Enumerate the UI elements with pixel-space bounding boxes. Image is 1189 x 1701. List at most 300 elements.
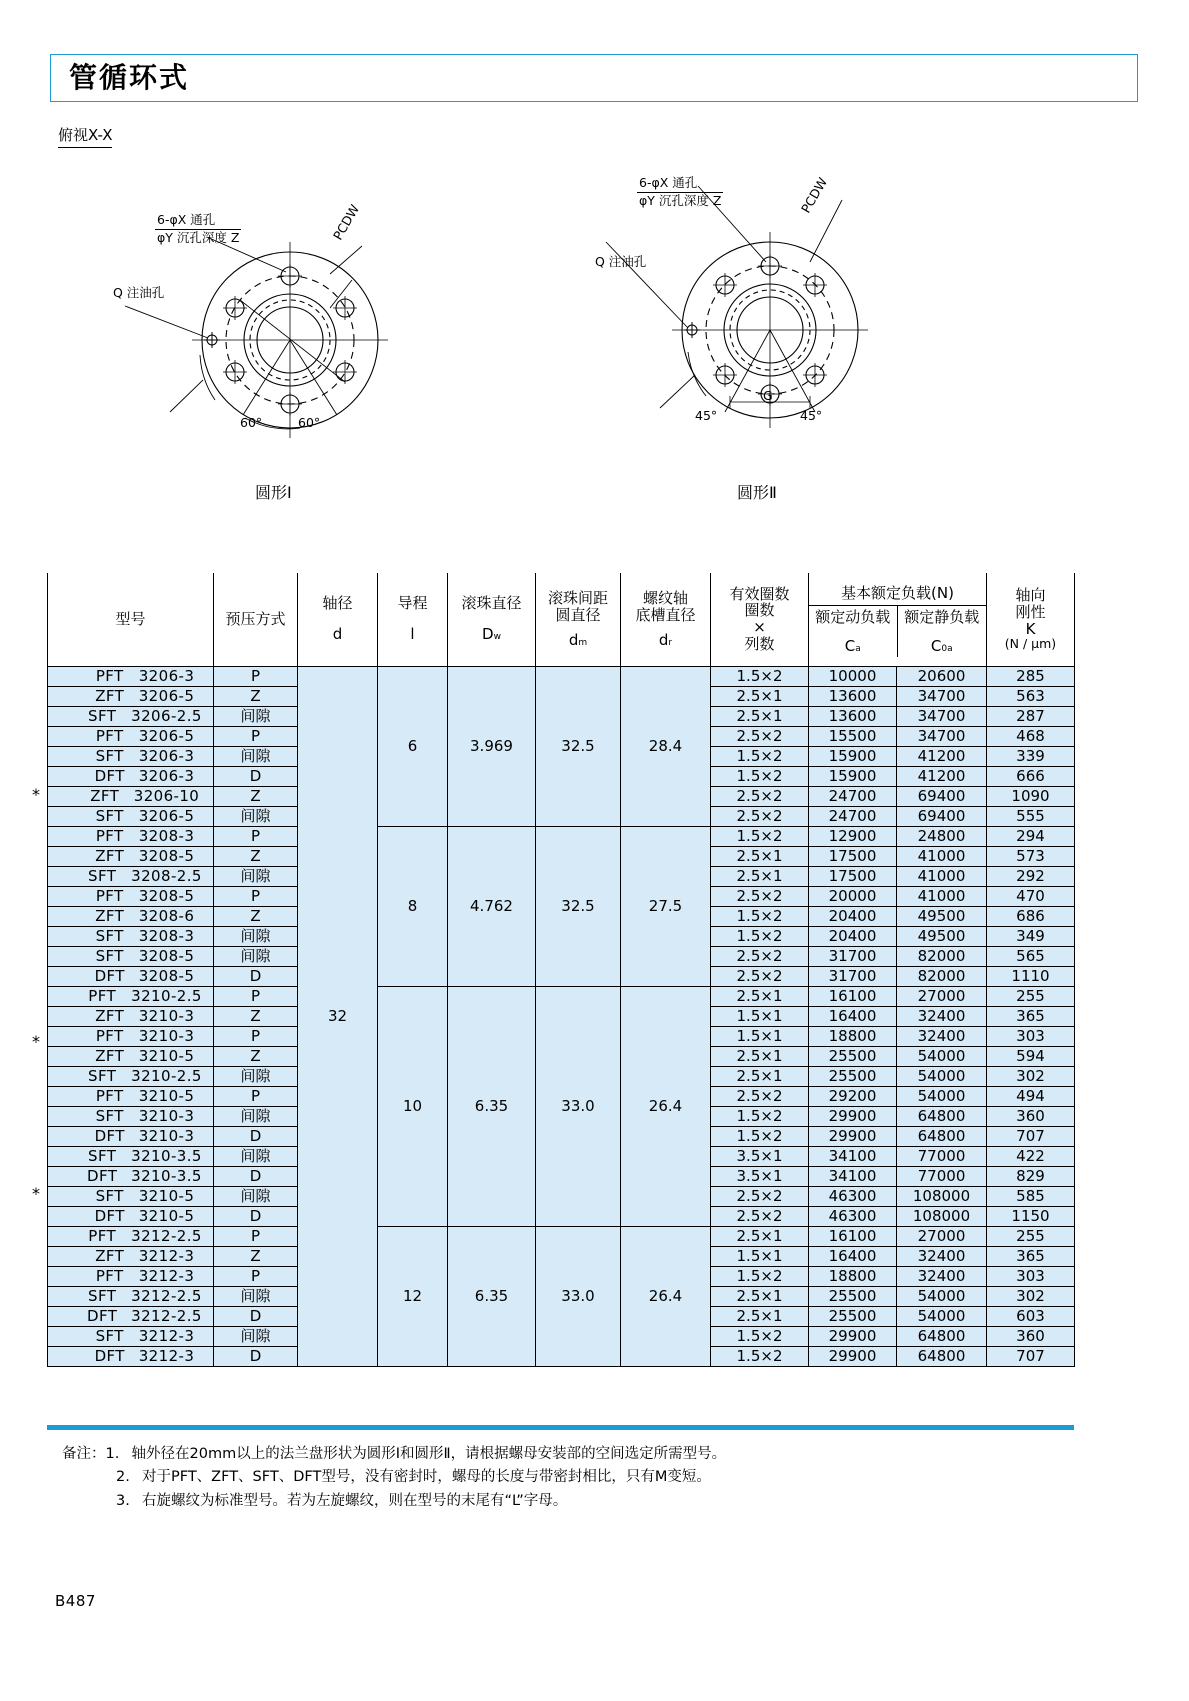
row-asterisk-blank (25, 766, 47, 785)
cell-dynamic-load: 29900 (809, 1346, 897, 1366)
callout-hole-bottom-fig2: φY 沉孔深度 Z (639, 192, 722, 208)
cell-stiffness: 255 (987, 1226, 1075, 1246)
cell-preload: Z (214, 906, 298, 926)
cell-turns: 1.5×2 (711, 666, 809, 686)
model-prefix: SFT (95, 946, 124, 965)
cell-turns: 2.5×1 (711, 686, 809, 706)
model-number: 3208-2.5 (131, 866, 202, 885)
cell-static-load: 108000 (897, 1186, 987, 1206)
col-header-turns-line3: × (753, 618, 766, 637)
cell-stiffness: 555 (987, 806, 1075, 826)
row-asterisk-blank (25, 918, 47, 937)
cell-stiffness: 294 (987, 826, 1075, 846)
col-header-ball-pitch-line1: 滚珠间距 (547, 589, 608, 608)
col-header-stiffness-line2: 刚性 (1015, 602, 1046, 621)
cell-stiffness: 360 (987, 1106, 1075, 1126)
cell-static-load: 77000 (897, 1146, 987, 1166)
cell-dynamic-load: 24700 (809, 786, 897, 806)
col-header-turns-line1: 有效圈数 (729, 584, 790, 603)
cell-model (48, 666, 214, 686)
cell-preload: P (214, 886, 298, 906)
cell-static-load: 24800 (897, 826, 987, 846)
col-header-shaft-diameter-label: 轴径 (322, 594, 353, 613)
model-number: 3210-3 (138, 1106, 195, 1125)
cell-static-load: 108000 (897, 1206, 987, 1226)
table-bottom-accent-rule (47, 1425, 1074, 1430)
cell-model (48, 686, 214, 706)
figure-caption-2: 圆形Ⅱ (737, 483, 777, 502)
cell-model (48, 1046, 214, 1066)
cell-dynamic-load: 18800 (809, 1266, 897, 1286)
col-header-preload: 预压方式 (214, 573, 298, 666)
model-prefix: DFT (94, 966, 125, 985)
cell-turns: 2.5×1 (711, 866, 809, 886)
row-asterisk-blank (25, 1108, 47, 1127)
table-row (48, 826, 1075, 846)
model-number: 3210-3 (138, 1126, 195, 1145)
row-asterisk-blank (25, 1222, 47, 1241)
model-number: 3208-5 (138, 886, 195, 905)
cell-turns: 2.5×1 (711, 706, 809, 726)
cell-lead: 8 (378, 826, 448, 986)
cell-dynamic-load: 15900 (809, 746, 897, 766)
cell-dynamic-load: 34100 (809, 1146, 897, 1166)
cell-turns: 2.5×1 (711, 1066, 809, 1086)
model-number: 3208-5 (138, 846, 195, 865)
cell-model (48, 1106, 214, 1126)
cell-static-load: 54000 (897, 1046, 987, 1066)
cell-dynamic-load: 29900 (809, 1106, 897, 1126)
callout-pcd-fig2: PCDW (798, 174, 831, 216)
row-asterisk-blank (25, 1127, 47, 1146)
col-header-groove-diameter (621, 573, 711, 666)
page-title-bar (50, 54, 1138, 102)
model-number: 3206-3 (138, 766, 195, 785)
model-prefix: SFT (95, 1186, 124, 1205)
cell-turns: 1.5×2 (711, 1126, 809, 1146)
cell-dynamic-load: 31700 (809, 966, 897, 986)
model-number: 3208-5 (138, 946, 195, 965)
cell-shaft-diameter: 32 (298, 666, 378, 1366)
cell-preload: 间隙 (214, 806, 298, 826)
cell-ball-pitch-diameter: 33.0 (536, 1226, 621, 1366)
cell-static-load: 41000 (897, 846, 987, 866)
row-asterisk-marker: * (32, 1032, 40, 1051)
col-header-load-dynamic-label: 额定动负载 (815, 607, 891, 626)
col-header-stiffness-symbol: K (1025, 619, 1036, 638)
cell-model (48, 1186, 214, 1206)
model-number: 3210-5 (138, 1186, 195, 1205)
cell-static-load: 41200 (897, 766, 987, 786)
cell-model (48, 1286, 214, 1306)
note-item (62, 1443, 1112, 1466)
notes-block (62, 1443, 1112, 1513)
cell-model (48, 846, 214, 866)
col-header-ball-pitch-diameter (536, 573, 621, 666)
cell-model (48, 1006, 214, 1026)
col-header-stiffness-line1: 轴向 (1015, 586, 1046, 605)
cell-dynamic-load: 25500 (809, 1046, 897, 1066)
model-prefix: SFT (95, 1326, 124, 1345)
model-number: 3210-5 (138, 1086, 195, 1105)
col-header-stiffness (987, 573, 1075, 666)
col-header-groove-symbol: dr (658, 630, 673, 649)
cell-dynamic-load: 25500 (809, 1306, 897, 1326)
cell-model (48, 1086, 214, 1106)
row-asterisk-blank (25, 899, 47, 918)
cell-turns: 1.5×2 (711, 906, 809, 926)
model-prefix: PFT (88, 986, 117, 1005)
model-number: 3212-3 (138, 1246, 195, 1265)
cell-stiffness: 666 (987, 766, 1075, 786)
cell-stiffness: 494 (987, 1086, 1075, 1106)
cell-preload: P (214, 1086, 298, 1106)
cell-model (48, 1146, 214, 1166)
note-text: 对于PFT、ZFT、SFT、DFT型号，没有密封时，螺母的长度与带密封相比，只有M变短。 (142, 1469, 711, 1486)
page-title: 管循环式 (69, 61, 190, 94)
cell-dynamic-load: 18800 (809, 1026, 897, 1046)
note-text: 右旋螺纹为标准型号。若为左旋螺纹，则在型号的末尾有“L”字母。 (142, 1492, 568, 1509)
cell-static-load: 82000 (897, 946, 987, 966)
cell-dynamic-load: 31700 (809, 946, 897, 966)
model-prefix: DFT (94, 1346, 125, 1365)
model-number: 3210-3 (138, 1006, 195, 1025)
cell-model (48, 906, 214, 926)
cell-preload: 间隙 (214, 946, 298, 966)
cell-static-load: 34700 (897, 686, 987, 706)
cell-static-load: 34700 (897, 706, 987, 726)
cell-stiffness: 365 (987, 1006, 1075, 1026)
cell-model (48, 726, 214, 746)
cell-model (48, 1066, 214, 1086)
cell-model (48, 746, 214, 766)
cell-dynamic-load: 17500 (809, 846, 897, 866)
leader-lines-2 (606, 186, 815, 412)
notes-label: 备注： (62, 1446, 106, 1462)
cell-static-load: 32400 (897, 1266, 987, 1286)
callout-hole-bottom-fig1: φY 沉孔深度 Z (157, 229, 240, 245)
model-number: 3210-3.5 (131, 1146, 202, 1165)
cell-dynamic-load: 16400 (809, 1006, 897, 1026)
figure-caption-1: 圆形Ⅰ (255, 483, 292, 502)
cell-dynamic-load: 13600 (809, 706, 897, 726)
model-prefix: SFT (95, 806, 124, 825)
model-prefix: SFT (88, 1286, 117, 1305)
cell-turns: 2.5×2 (711, 786, 809, 806)
row-asterisk-blank (25, 1203, 47, 1222)
col-header-load-dynamic-symbol: Ca (844, 636, 861, 655)
cell-model (48, 1306, 214, 1326)
cell-turns: 2.5×2 (711, 1086, 809, 1106)
cell-static-load: 54000 (897, 1086, 987, 1106)
model-number: 3210-3 (138, 1026, 195, 1045)
cell-turns: 1.5×2 (711, 1346, 809, 1366)
cell-preload: 间隙 (214, 1286, 298, 1306)
col-header-groove-line1: 螺纹轴 (642, 589, 688, 608)
cell-turns: 2.5×1 (711, 846, 809, 866)
model-prefix: PFT (95, 886, 124, 905)
cell-stiffness: 573 (987, 846, 1075, 866)
model-prefix: SFT (88, 866, 117, 885)
cell-preload: D (214, 1306, 298, 1326)
col-header-load-dynamic (809, 606, 898, 658)
note-item (116, 1490, 1112, 1513)
cell-stiffness: 365 (987, 1246, 1075, 1266)
table-row (48, 986, 1075, 1006)
table-header (48, 573, 1075, 666)
col-header-lead-symbol: l (410, 625, 415, 644)
callout-angle-left-fig2: 45° (695, 408, 718, 423)
row-asterisk-blank (25, 804, 47, 823)
row-asterisk-blank (25, 747, 47, 766)
cell-preload: P (214, 1226, 298, 1246)
cell-stiffness: 603 (987, 1306, 1075, 1326)
cell-preload: 间隙 (214, 746, 298, 766)
cell-turns: 2.5×2 (711, 1206, 809, 1226)
cell-preload: D (214, 1346, 298, 1366)
cell-stiffness: 1150 (987, 1206, 1075, 1226)
cell-preload: P (214, 1026, 298, 1046)
cell-preload: D (214, 766, 298, 786)
model-prefix: PFT (95, 1266, 124, 1285)
model-prefix: SFT (95, 926, 124, 945)
model-number: 3208-3 (138, 926, 195, 945)
row-asterisk-blank (25, 1089, 47, 1108)
callout-oil-fig2: Q 注油孔 (595, 254, 647, 269)
row-asterisk-blank (25, 1279, 47, 1298)
cell-dynamic-load: 16100 (809, 986, 897, 1006)
cell-model (48, 1346, 214, 1366)
cell-model (48, 866, 214, 886)
cell-preload: 间隙 (214, 706, 298, 726)
cell-stiffness: 470 (987, 886, 1075, 906)
cell-ball-diameter: 4.762 (448, 826, 536, 986)
cell-model (48, 946, 214, 966)
model-number: 3206-5 (138, 686, 195, 705)
cell-turns: 1.5×2 (711, 926, 809, 946)
cell-static-load: 49500 (897, 926, 987, 946)
cell-dynamic-load: 46300 (809, 1206, 897, 1226)
cell-model (48, 966, 214, 986)
cell-groove-diameter: 26.4 (621, 1226, 711, 1366)
cell-dynamic-load: 17500 (809, 866, 897, 886)
cell-model (48, 1126, 214, 1146)
cell-dynamic-load: 20400 (809, 906, 897, 926)
model-number: 3212-3 (138, 1266, 195, 1285)
cell-turns: 2.5×2 (711, 726, 809, 746)
diagram-area (0, 150, 1189, 550)
cell-turns: 2.5×1 (711, 1226, 809, 1246)
row-asterisk-blank (25, 842, 47, 861)
model-number: 3206-10 (133, 786, 200, 805)
col-header-ball-diameter-symbol: Dw (482, 625, 501, 644)
row-asterisk-blank (25, 1051, 47, 1070)
cell-dynamic-load: 15500 (809, 726, 897, 746)
row-asterisk-blank (25, 861, 47, 880)
cell-stiffness: 255 (987, 986, 1075, 1006)
cell-static-load: 64800 (897, 1126, 987, 1146)
cell-static-load: 82000 (897, 966, 987, 986)
model-number: 3206-5 (138, 726, 195, 745)
row-asterisk-blank (25, 975, 47, 994)
cell-preload: P (214, 986, 298, 1006)
cell-turns: 2.5×1 (711, 1286, 809, 1306)
cell-model (48, 1266, 214, 1286)
cell-static-load: 27000 (897, 986, 987, 1006)
cell-preload: P (214, 666, 298, 686)
cell-stiffness: 349 (987, 926, 1075, 946)
row-asterisk-blank (25, 671, 47, 690)
cell-static-load: 69400 (897, 786, 987, 806)
cell-model (48, 786, 214, 806)
cell-dynamic-load: 12900 (809, 826, 897, 846)
model-number: 3212-2.5 (131, 1286, 202, 1305)
cell-turns: 3.5×1 (711, 1166, 809, 1186)
cell-static-load: 32400 (897, 1006, 987, 1026)
callout-hole-top-fig1: 6-φX 通孔 (155, 212, 241, 230)
cell-static-load: 20600 (897, 666, 987, 686)
model-prefix: ZFT (95, 1246, 125, 1265)
cell-turns: 1.5×1 (711, 1006, 809, 1026)
row-asterisk-blank (25, 1070, 47, 1089)
callout-oil-fig1: Q 注油孔 (113, 285, 165, 300)
col-header-ball-pitch-line2: 圆直径 (555, 605, 601, 624)
cell-model (48, 926, 214, 946)
callout-angle-right-fig2: 45° (800, 408, 823, 423)
col-header-turns-line4: 列数 (744, 635, 775, 654)
cell-stiffness: 707 (987, 1126, 1075, 1146)
cell-stiffness: 303 (987, 1266, 1075, 1286)
note-item (116, 1466, 1112, 1489)
callout-g-fig2: G (763, 388, 773, 403)
model-number: 3210-3.5 (131, 1166, 202, 1185)
cell-stiffness: 302 (987, 1066, 1075, 1086)
col-header-stiffness-unit: (N / μm) (1004, 636, 1057, 652)
cell-preload: D (214, 966, 298, 986)
col-header-ball-diameter-label: 滚珠直径 (461, 594, 522, 613)
cell-turns: 1.5×2 (711, 1106, 809, 1126)
cell-model (48, 1246, 214, 1266)
page-number: B487 (55, 1592, 96, 1610)
spec-table-wrapper (47, 573, 1074, 1367)
cell-ball-diameter: 3.969 (448, 666, 536, 826)
model-prefix: DFT (94, 766, 125, 785)
cell-stiffness: 1110 (987, 966, 1075, 986)
cell-dynamic-load: 10000 (809, 666, 897, 686)
cell-preload: Z (214, 1006, 298, 1026)
figure-circular-1 (0, 150, 560, 480)
model-prefix: ZFT (90, 786, 120, 805)
cell-stiffness: 1090 (987, 786, 1075, 806)
model-number: 3212-2.5 (131, 1306, 202, 1325)
cell-model (48, 806, 214, 826)
specification-table (47, 573, 1075, 1367)
cell-stiffness: 594 (987, 1046, 1075, 1066)
row-asterisk-blank (25, 1298, 47, 1317)
cell-preload: 间隙 (214, 926, 298, 946)
cell-model (48, 706, 214, 726)
model-prefix: ZFT (95, 906, 125, 925)
cell-dynamic-load: 25500 (809, 1286, 897, 1306)
model-prefix: SFT (95, 1106, 124, 1125)
row-asterisk-marker: * (32, 1184, 40, 1203)
cell-static-load: 64800 (897, 1346, 987, 1366)
model-prefix: PFT (88, 1226, 117, 1245)
cell-turns: 2.5×1 (711, 986, 809, 1006)
cell-turns: 2.5×2 (711, 966, 809, 986)
cell-preload: Z (214, 786, 298, 806)
cell-static-load: 54000 (897, 1066, 987, 1086)
cell-groove-diameter: 27.5 (621, 826, 711, 986)
callout-angle-left-fig1: 60° (240, 415, 263, 430)
model-number: 3212-3 (138, 1346, 195, 1365)
col-header-load-static-label: 额定静负载 (904, 607, 980, 626)
model-prefix: PFT (95, 726, 124, 745)
col-header-turns-line2: 圈数 (744, 601, 775, 620)
cell-static-load: 54000 (897, 1306, 987, 1326)
row-asterisk-blank (25, 1260, 47, 1279)
cell-turns: 1.5×2 (711, 766, 809, 786)
row-asterisk-blank (25, 1013, 47, 1032)
note-number: 1. (105, 1446, 120, 1462)
note-text: 轴外径在20mm以上的法兰盘形状为圆形Ⅰ和圆形Ⅱ，请根据螺母安装部的空间选定所需型号。 (131, 1446, 727, 1462)
cell-preload: 间隙 (214, 1186, 298, 1206)
model-number: 3208-5 (138, 966, 195, 985)
cell-preload: Z (214, 846, 298, 866)
model-number: 3210-2.5 (131, 1066, 202, 1085)
model-number: 3210-5 (138, 1206, 195, 1225)
leader-lines (125, 237, 352, 429)
model-prefix: DFT (87, 1306, 118, 1325)
cell-model (48, 1326, 214, 1346)
cell-stiffness: 339 (987, 746, 1075, 766)
cell-stiffness: 563 (987, 686, 1075, 706)
cell-dynamic-load: 20000 (809, 886, 897, 906)
cell-dynamic-load: 24700 (809, 806, 897, 826)
row-asterisk-blank (25, 728, 47, 747)
model-number: 3210-2.5 (131, 986, 202, 1005)
model-prefix: ZFT (95, 1046, 125, 1065)
model-number: 3212-3 (138, 1326, 195, 1345)
cell-dynamic-load: 15900 (809, 766, 897, 786)
model-prefix: PFT (95, 666, 124, 685)
cell-static-load: 41000 (897, 866, 987, 886)
cell-ball-pitch-diameter: 33.0 (536, 986, 621, 1226)
callout-hole-fig2 (637, 175, 723, 208)
cell-turns: 2.5×2 (711, 886, 809, 906)
row-asterisk-blank (25, 1317, 47, 1336)
cell-model (48, 1226, 214, 1246)
col-header-load-group-label: 基本额定负载(N) (809, 581, 986, 606)
cell-stiffness: 829 (987, 1166, 1075, 1186)
cell-model (48, 826, 214, 846)
table-row (48, 666, 1075, 686)
cell-preload: D (214, 1126, 298, 1146)
cell-dynamic-load: 16400 (809, 1246, 897, 1266)
cell-stiffness: 565 (987, 946, 1075, 966)
cell-ball-pitch-diameter: 32.5 (536, 826, 621, 986)
model-prefix: SFT (88, 1146, 117, 1165)
cell-model (48, 886, 214, 906)
cell-preload: P (214, 726, 298, 746)
cell-model (48, 1026, 214, 1046)
cell-ball-pitch-diameter: 32.5 (536, 666, 621, 826)
cell-stiffness: 707 (987, 1346, 1075, 1366)
model-number: 3206-3 (138, 666, 195, 685)
model-prefix: ZFT (95, 846, 125, 865)
cell-turns: 2.5×2 (711, 946, 809, 966)
col-header-model: 型号 (48, 573, 214, 666)
